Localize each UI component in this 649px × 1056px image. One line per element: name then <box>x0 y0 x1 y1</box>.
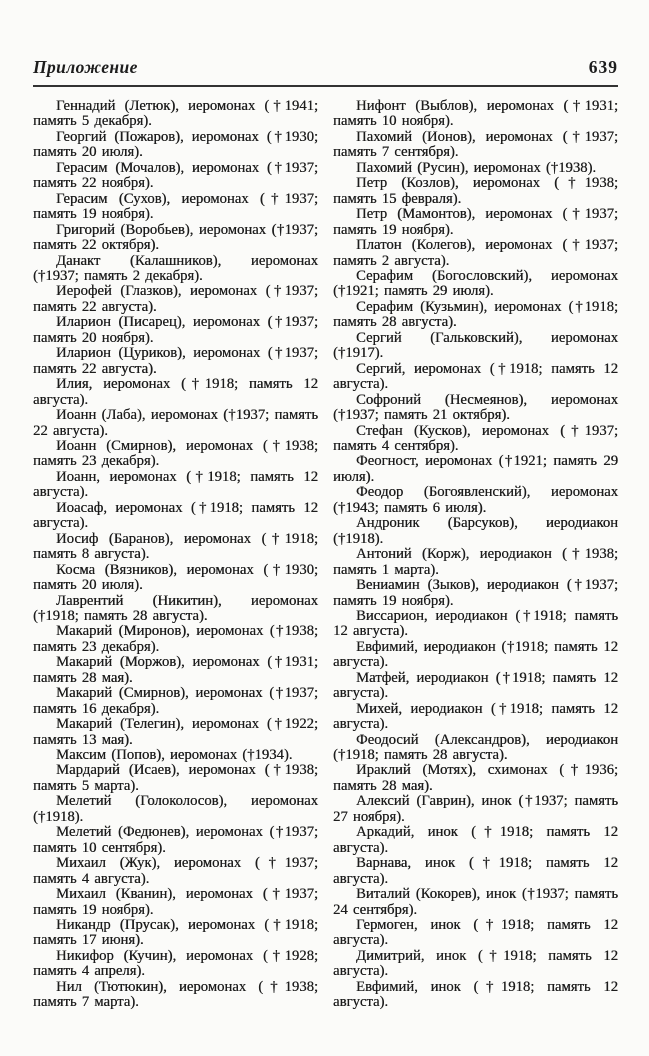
memorial-entry: Виталий (Кокорев), инок (†1937; память 24 сентября). <box>333 886 618 918</box>
page-header <box>33 57 618 78</box>
memorial-entry: Евфимий, инок (†1918; память 12 августа). <box>333 978 618 1011</box>
memorial-entry: Мелетий (Федюнев), иеромонах (†1937; память 10 сентября). <box>33 824 318 856</box>
memorial-entry: Герасим (Мочалов), иеромонах (†1937; память 22 ноября). <box>33 159 318 192</box>
memorial-entry: Иларион (Цуриков), иеромонах (†1937; память 22 августа). <box>33 345 318 377</box>
memorial-entry: Евфимий, иеродиакон (†1918; память 12 августа). <box>333 638 618 671</box>
memorial-entry: Пахомий (Русин), иеромонах (†1938). <box>356 159 597 176</box>
memorial-entry: Макарий (Миронов), иеромонах (†1938; память 23 декабря). <box>33 623 318 655</box>
memorial-entry: Сергий (Гальковский), иеромонах (†1917). <box>333 329 618 362</box>
memorial-entry: Георгий (Пожаров), иеромонах (†1930; память 20 июля). <box>33 128 318 161</box>
memorial-entry: Аркадий, инок (†1918; память 12 августа). <box>333 824 618 856</box>
running-title: Приложение <box>33 57 138 77</box>
memorial-entry: Макарий (Телегин), иеромонах (†1922; память 13 мая). <box>33 716 318 748</box>
memorial-entry: Макарий (Смирнов), иеромонах (†1937; память 16 декабря). <box>33 685 318 717</box>
memorial-entry: Данакт (Калашников), иеромонах (†1937; память 2 декабря). <box>33 252 318 284</box>
memorial-entry: Иоанн (Смирнов), иеромонах (†1938; память 23 декабря). <box>33 437 318 470</box>
memorial-entry: Мардарий (Исаев), иеромонах (†1938; память 5 марта). <box>33 762 318 794</box>
memorial-entry: Иоасаф, иеромонах (†1918; память 12 августа). <box>33 499 318 532</box>
memorial-entry: Илия, иеромонах (†1918; память 12 августа). <box>33 376 318 408</box>
memorial-entry: Димитрий, инок (†1918; память 12 августа). <box>333 947 618 980</box>
memorial-entry: Герасим (Сухов), иеромонах (†1937; память 19 ноября). <box>33 190 318 223</box>
memorial-entry: Вениамин (Зыков), иеродиакон (†1937; память 19 ноября). <box>333 577 618 609</box>
memorial-entry: Феодосий (Александров), иеродиакон (†1918; память 28 августа). <box>333 731 618 764</box>
memorial-entry: Алексий (Гаврин), инок (†1937; память 27 ноября). <box>333 793 618 825</box>
memorial-entry: Петр (Мамонтов), иеромонах (†1937; память 19 ноября). <box>333 206 618 238</box>
text-column-right <box>333 99 618 1011</box>
memorial-entry: Никифор (Кучин), иеромонах (†1928; память 4 апреля). <box>33 947 318 980</box>
memorial-entry: Макарий (Моржов), иеромонах (†1931; память 28 мая). <box>33 654 318 686</box>
memorial-entry: Иерофей (Глазков), иеромонах (†1937; память 22 августа). <box>33 283 318 315</box>
text-columns <box>33 99 618 1011</box>
memorial-entry: Иосиф (Баранов), иеромонах (†1918; память 8 августа). <box>33 530 318 563</box>
memorial-entry: Серафим (Кузьмин), иеромонах (†1918; память 28 августа). <box>333 298 618 331</box>
memorial-entry: Григорий (Воробьев), иеромонах (†1937; память 22 октября). <box>33 221 318 254</box>
memorial-entry: Иоанн (Лаба), иеромонах (†1937; память 22 августа). <box>33 407 318 439</box>
memorial-entry: Андроник (Барсуков), иеродиакон (†1918). <box>333 515 618 547</box>
memorial-entry: Феодор (Богоявленский), иеромонах (†1943; память 6 июля). <box>333 484 618 516</box>
memorial-entry: Петр (Козлов), иеромонах (†1938; память 15 февраля). <box>333 175 618 207</box>
memorial-entry: Лаврентий (Никитин), иеромонах (†1918; память 28 августа). <box>33 592 318 624</box>
memorial-entry: Виссарион, иеродиакон (†1918; память 12 августа). <box>333 607 618 640</box>
memorial-entry: Матфей, иеродиакон (†1918; память 12 августа). <box>333 669 618 702</box>
memorial-entry: Михей, иеродиакон (†1918; память 12 августа). <box>333 700 618 733</box>
text-column-left <box>33 99 318 1011</box>
memorial-entry: Михаил (Жук), иеромонах (†1937; память 4 августа). <box>33 855 318 887</box>
memorial-entry: Ираклий (Мотях), схимонах (†1936; память 28 мая). <box>333 762 618 794</box>
memorial-entry: Стефан (Кусков), иеромонах (†1937; память 4 сентября). <box>333 422 618 454</box>
memorial-entry: Иоанн, иеромонах (†1918; память 12 августа). <box>33 468 318 501</box>
memorial-entry: Мелетий (Голоколосов), иеромонах (†1918). <box>33 793 318 825</box>
memorial-entry: Серафим (Богословский), иеромонах (†1921; память 29 июля). <box>333 267 618 300</box>
memorial-entry: Косма (Вязников), иеромонах (†1930; память 20 июля). <box>33 561 318 594</box>
memorial-entry: Нил (Тютюкин), иеромонах (†1938; память 7 марта). <box>33 978 318 1011</box>
memorial-entry: Михаил (Кванин), иеромонах (†1937; память 19 ноября). <box>33 886 318 918</box>
memorial-entry: Антоний (Корж), иеродиакон (†1938; память 1 марта). <box>333 546 618 578</box>
page-number: 639 <box>588 57 618 77</box>
memorial-entry: Максим (Попов), иеромонах (†1934). <box>56 747 293 764</box>
header-rule <box>33 85 618 87</box>
memorial-entry: Гермоген, инок (†1918; память 12 августа). <box>333 917 618 949</box>
memorial-entry: Софроний (Несмеянов), иеромонах (†1937; память 21 октября). <box>333 391 618 424</box>
memorial-entry: Феогност, иеромонах (†1921; память 29 июля). <box>333 453 618 485</box>
memorial-entry: Платон (Колегов), иеромонах (†1937; память 2 августа). <box>333 237 618 269</box>
memorial-entry: Сергий, иеромонах (†1918; память 12 августа). <box>333 360 618 393</box>
memorial-entry: Пахомий (Ионов), иеромонах (†1937; память 7 сентября). <box>333 128 618 161</box>
memorial-entry: Варнава, инок (†1918; память 12 августа). <box>333 855 618 887</box>
memorial-entry: Иларион (Писарец), иеромонах (†1937; память 20 ноября). <box>33 314 318 346</box>
memorial-entry: Никандр (Прусак), иеромонах (†1918; память 17 июня). <box>33 917 318 949</box>
memorial-entry: Геннадий (Летюк), иеромонах (†1941; память 5 декабря). <box>33 98 318 130</box>
memorial-entry: Нифонт (Выблов), иеромонах (†1931; память 10 ноября). <box>333 98 618 130</box>
